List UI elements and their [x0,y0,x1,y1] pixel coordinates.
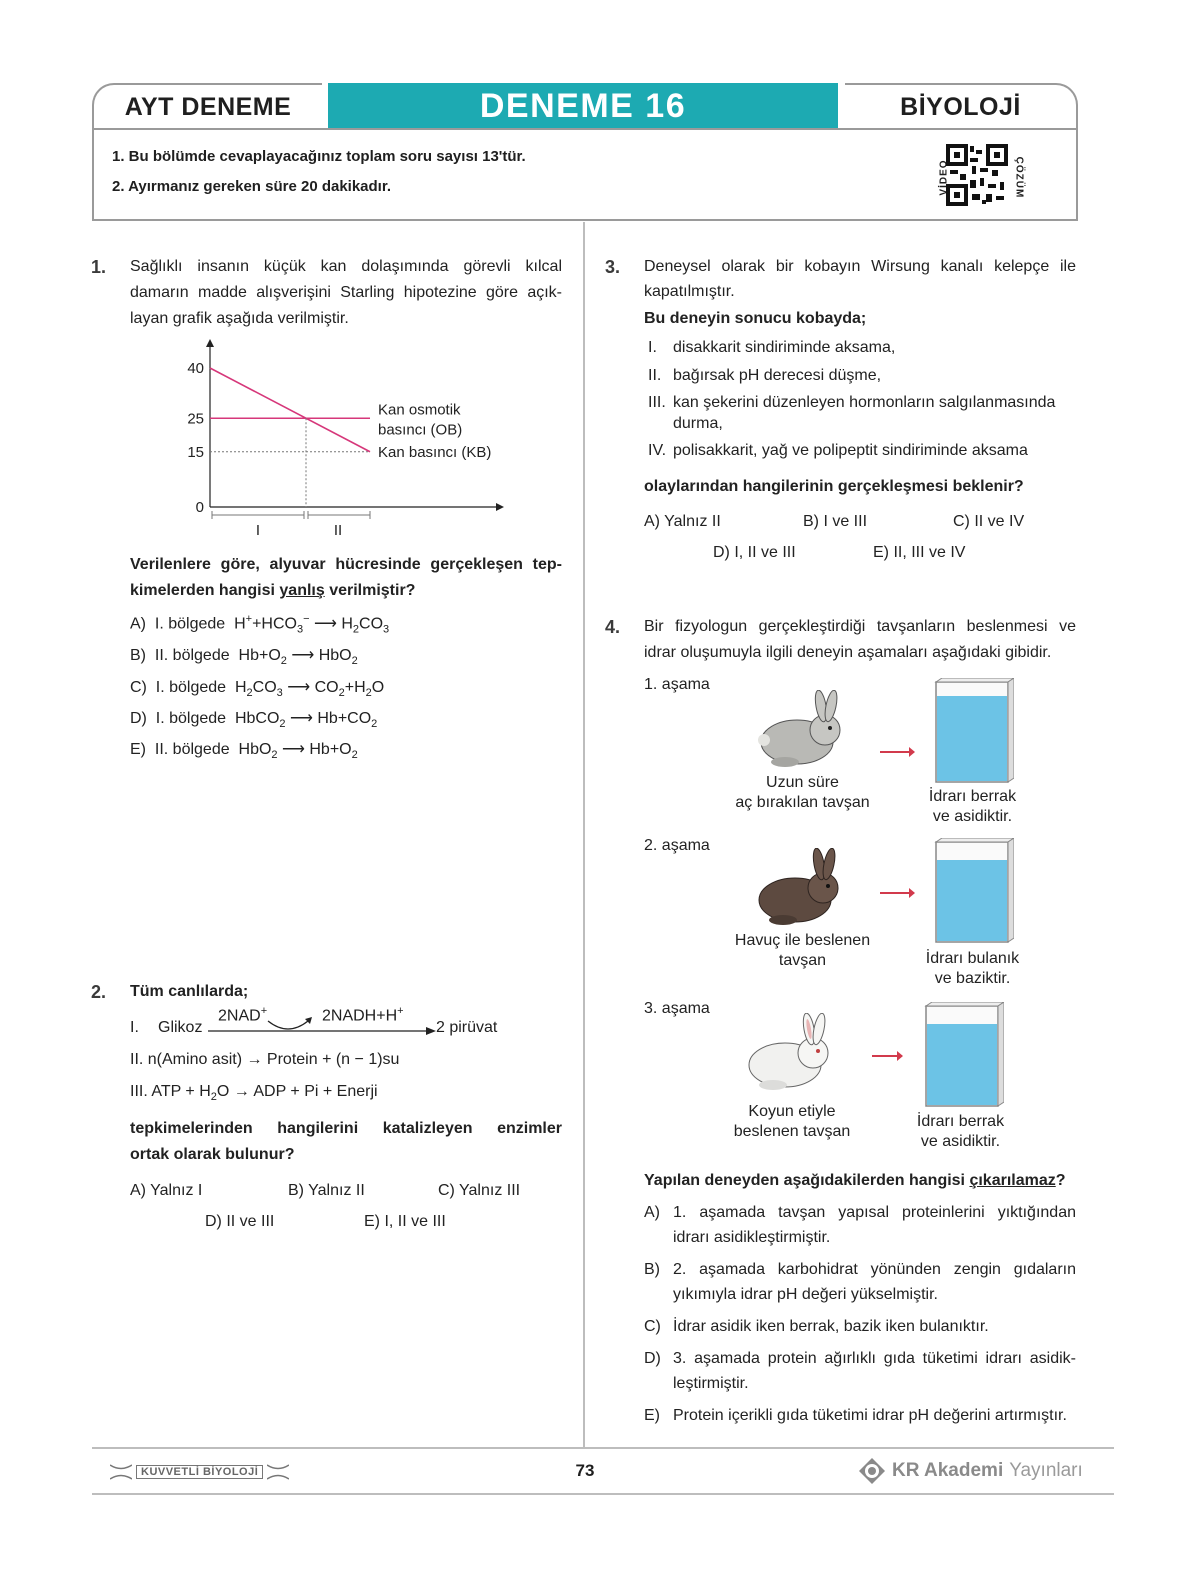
q4-stage-3-urine-l1: İdrarı berrak [916,1113,1005,1130]
q2-r1-nad: 2NAD+ [218,1005,268,1025]
instruction-1: 1. Bu bölümde cevaplayacağınız toplam soru sayısı 13'tür. [112,148,526,165]
q4-option-b-letter[interactable]: B) [644,1261,660,1278]
q2-reaction-arrow [208,1015,438,1037]
ob-label-line-2: basıncı (OB) [378,421,463,439]
qr-video-label: VİDEO [938,159,950,196]
q4-stage-1-rabbit-l1: Uzun süre [766,774,839,791]
q2-question-line-2: ortak olarak bulunur? [130,1146,295,1163]
footer-bottom-line [92,1493,1114,1495]
y-tick-label-0: 0 [195,499,204,516]
q1-number: 1. [91,257,107,277]
stage-3-arrowhead [897,1051,903,1061]
q1-stem-line-1: Sağlıklı insanın küçük kan dolaşımında görevli kılcal [130,258,562,275]
q3-subhead: Bu deneyin sonucu kobayda; [644,310,867,327]
header-title: DENEME 16 [328,83,838,130]
q4-option-b-l1[interactable]: 2. aşamada karbohidrat yönünden zengin gıdaların [673,1261,1076,1278]
q4-underlined-word: çıkarılamaz [969,1172,1056,1189]
q3-option-e[interactable]: E) II, III ve IV [873,544,966,561]
q4-stage-1-label: 1. aşama [644,676,710,693]
footer-left-logo: KUVVETLİ BİYOLOJİ [110,1462,289,1482]
q3-stem-line-1: Deneysel olarak bir kobayın Wirsung kanalı kelepçe ile [644,258,1076,275]
q4-stem-line-2: idrar oluşumuyla ilgili deneyin aşamaları aşağıdaki gibidir. [644,644,1052,661]
q4-stage-1-urine-l1: İdrarı berrak [928,788,1017,805]
q2-option-e[interactable]: E) I, II ve III [364,1213,446,1230]
q3-question: olaylarından hangilerinin gerçekleşmesi beklenir? [644,478,1024,495]
q3-number: 3. [605,257,621,277]
q2-reaction-2: II. n(Amino asit) → Protein + (n − 1)su [130,1051,400,1068]
q2-option-a[interactable]: A) Yalnız I [130,1182,203,1199]
urine-jar-3-icon [920,1002,1004,1110]
q1-stem-line-2: damarın madde alışverişini Starling hipotezine göre açık- [130,284,562,301]
stage-1-arrowhead [909,747,915,757]
footer-top-line [92,1447,1114,1449]
q3-option-d[interactable]: D) I, II ve III [713,544,796,561]
q4-option-e-letter[interactable]: E) [644,1407,660,1424]
publisher-logo: KR Akademi Yayınları [858,1457,1083,1485]
q1-option-d[interactable]: D) I. bölgede HbCO$_2$ ⟶ $Hb+CO_2$ [130,710,378,731]
dna-right-icon [267,1463,289,1481]
x-tick-label-I: I [255,522,261,539]
q1-option-a[interactable]: A) I. bölgede $H^++HCO_3^-$ ⟶ $H_2CO_3$ [130,613,390,636]
q4-stage-1-rabbit-l2: aç bırakılan tavşan [735,794,870,811]
q2-number: 2. [91,982,107,1002]
q3-item-1-text: disakkarit sindiriminde aksama, [673,339,896,356]
q4-stage-2-label: 2. aşama [644,837,710,854]
rabbit-white-icon [743,1013,843,1093]
q4-stage-2-rabbit-l2: tavşan [778,952,827,969]
stage-2-arrowhead [909,888,915,898]
q2-r1-num: I. [130,1019,139,1036]
q1-question-line-2: kimelerden hangisi yanlış verilmiştir? [130,582,416,599]
q4-option-a-l1[interactable]: 1. aşamada tavşan yapısal proteinlerini yıktığından [673,1204,1076,1221]
q1-option-c[interactable]: C) I. bölgede $H_2CO_3$ ⟶ $CO_2+H_2O$ [130,679,385,700]
y-tick-label-40: 40 [187,360,204,377]
q2-question-line-1: tepkimelerinden hangilerini katalizleyen enzimler [130,1120,562,1137]
q3-option-c[interactable]: C) II ve IV [953,513,1025,530]
q3-item-1-num: I. [648,339,657,356]
instructions-box [92,128,1078,221]
dna-left-icon [110,1463,132,1481]
q2-intro: Tüm canlılarda; [130,983,249,1000]
q3-stem-line-2: kapatılmıştır. [644,283,735,300]
q4-stage-2-urine-l2: ve baziktir. [934,970,1011,987]
urine-jar-2-icon [930,838,1014,946]
q2-r1-pyruvate: 2 pirüvat [436,1019,498,1036]
q4-option-a-l2[interactable]: idrarı asidikleştirmiştir. [673,1229,831,1246]
rabbit-grey-icon [755,690,855,770]
q1-question-line-1: Verilenlere göre, alyuvar hücresinde gerçekleşen tep- [130,556,562,573]
q4-question: Yapılan deneyden aşağıdakilerden hangisi çıkarılamaz? [644,1172,1066,1189]
q2-r1-nadh: 2NADH+H+ [322,1005,404,1025]
instruction-2: 2. Ayırmanız gereken süre 20 dakikadır. [112,178,392,195]
rabbit-brown-icon [753,848,853,928]
q4-stem-line-1: Bir fizyologun gerçekleştirdiği tavşanların beslenmesi ve [644,618,1076,635]
y-axis-arrowhead [206,339,214,347]
q1-stem-line-3: layan grafik aşağıda verilmiştir. [130,310,349,327]
q4-option-d-l1[interactable]: 3. aşamada protein ağırlıklı gıda tüketimi idrarı asidik- [673,1350,1076,1367]
kb-series-line [210,368,370,452]
q4-option-a-letter[interactable]: A) [644,1204,660,1221]
q3-option-a[interactable]: A) Yalnız II [644,513,721,530]
q1-underlined-word: yanlış [279,582,325,599]
x-axis-arrowhead [496,503,504,511]
q3-option-b[interactable]: B) I ve III [803,513,868,530]
qr-code-icon [946,144,1008,206]
q4-stage-2-urine-l1: İdrarı bulanık [925,950,1020,967]
q4-stage-3-rabbit-l1: Koyun etiyle [748,1103,836,1120]
page-number: 73 [575,1461,595,1480]
q2-option-b[interactable]: B) Yalnız II [288,1182,365,1199]
q4-option-d-l2[interactable]: leştirmiştir. [673,1375,749,1392]
header-subject: BİYOLOJİ [845,83,1078,130]
q4-stage-3-urine-l2: ve asidiktir. [920,1133,1001,1150]
qr-solution-label: ÇÖZÜM [1013,156,1025,199]
q3-item-3-num: III. [648,394,666,411]
q4-option-e-l1[interactable]: Protein içerikli gıda tüketimi idrar pH değerini artırmıştır. [673,1407,1067,1424]
q2-reaction-3: III. ATP + $H_2O$ → ADP + Pi + Enerji [130,1083,378,1104]
column-divider [583,222,585,1447]
publisher-emblem-icon [858,1457,886,1485]
q3-item-4-text: polisakkarit, yağ ve polipeptit sindiriminde aksama [673,442,1028,459]
q2-option-c[interactable]: C) Yalnız III [438,1182,521,1199]
q3-item-2-text: bağırsak pH derecesi düşme, [673,367,882,384]
header-exam-type: AYT DENEME [92,83,322,130]
q4-option-c-letter[interactable]: C) [644,1318,661,1335]
q4-stage-2-rabbit-l1: Havuç ile beslenen [734,932,871,949]
q4-option-d-letter[interactable]: D) [644,1350,661,1367]
q4-number: 4. [605,617,621,637]
x-tick-label-II: II [333,522,343,539]
qr-code-area[interactable] [932,144,1025,208]
q2-reaction-1 [130,1005,570,1045]
y-tick-label-25: 25 [187,410,204,428]
q4-stage-1-urine-l2: ve asidiktir. [932,808,1013,825]
q2-r1-glucose: Glikoz [158,1019,203,1036]
q3-item-4-num: IV. [648,442,667,459]
ob-label-line-1: Kan osmotik [378,401,461,419]
urine-jar-1-icon [930,678,1014,786]
kb-label: Kan basıncı (KB) [378,443,492,461]
q3-item-2-num: II. [648,367,662,384]
q3-item-3-cont: durma, [673,415,723,432]
q4-stage-3-label: 3. aşama [644,1000,710,1017]
q4-stage-3-rabbit-l2: beslenen tavşan [733,1123,851,1140]
q3-item-3-text: kan şekerini düzenleyen hormonların salgılanmasında [673,394,1056,411]
q1-option-e[interactable]: E) II. bölgede HbO$_2$ ⟶ $Hb+O_2$ [130,741,358,762]
y-tick-label-15: 15 [187,443,204,461]
q4-option-b-l2[interactable]: yıkımıyla idrar pH değeri yükselmiştir. [673,1286,938,1303]
q1-option-b[interactable]: B) II. bölgede $Hb+O_2$ ⟶ HbO$_2$ [130,647,358,668]
q2-option-d[interactable]: D) II ve III [205,1213,275,1230]
starling-chart [170,335,520,545]
q4-option-c-l1[interactable]: İdrar asidik iken berrak, bazik iken bulanıktır. [673,1318,989,1335]
